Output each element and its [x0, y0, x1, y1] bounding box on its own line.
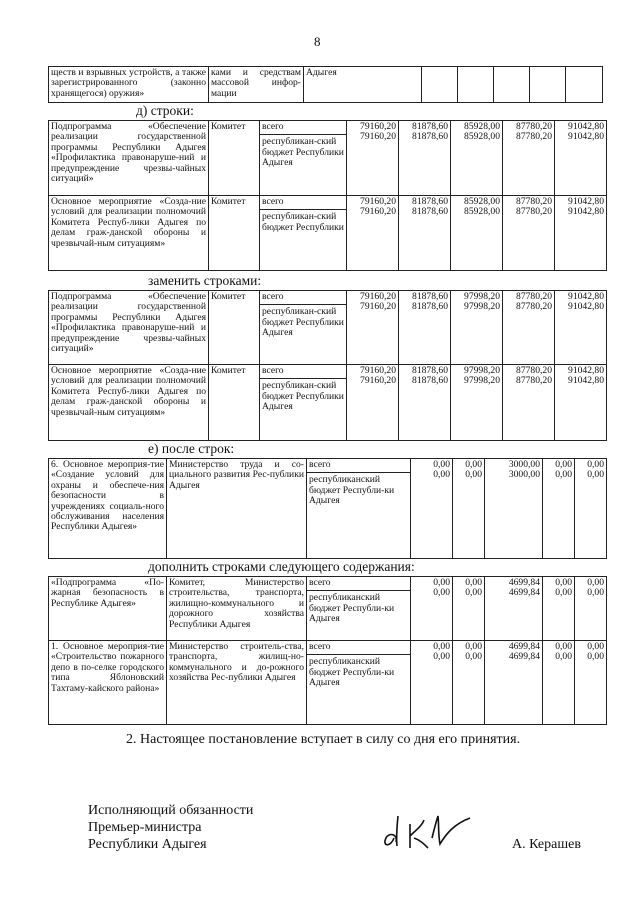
row-name: «Подпрограмма «По-жарная безопасность в Республике Адыгея» [49, 577, 167, 641]
fragment-col3: Адыгея [304, 67, 422, 103]
table-row: Подпрограмма «Обеспечение реализации государственной программы Республики Адыгея «Профилактика правонаруше-ний и предупреждение чрезвы-чайных ситуаций» Комитет всего республикан-ский бюджет Республики Адыгея 79160,20 79160,20 81878,60 81878,60 85928,00 85928,00 87780,20 87780,20 91042,80 91042,80 [49, 121, 607, 196]
row-source: всего республиканский бюджет Республи-ки Адыгея [307, 577, 411, 641]
row-executor: Министерство труда и со-циального развития Рес-публики Адыгея [167, 459, 307, 559]
signature-title-line2: Премьер-министра [88, 820, 202, 835]
signature-title-line1: Исполняющий обязанности [88, 803, 254, 818]
table-add [48, 576, 607, 725]
row-executor: Комитет [209, 121, 260, 196]
heading-e: е) после строк: [148, 441, 235, 456]
row-executor: Министерство строитель-ства, транспорта, жилищ-но-коммунального и до-рожного хозяйства Рес-публики Адыгея [167, 641, 307, 725]
table-row: Подпрограмма «Обеспечение реализации государственной программы Республики Адыгея «Профилактика правонаруше-ний и предупреждение чрезвы-чайных ситуаций» Комитет всего республикан-ский бюджет Республики Адыгея 79160,20 79160,20 81878,60 81878,60 97998,20 97998,20 87780,20 87780,20 91042,80 91042,80 [49, 291, 607, 365]
row-name: 1. Основное мероприя-тие «Строительство пожарного депо в по-селке городского типа Яблоновский Тахтаму-кайского района» [49, 641, 167, 725]
row-source: всего республиканский бюджет Республи-ки Адыгея [307, 459, 411, 559]
signature-block [88, 802, 253, 853]
row-name: Основное мероприятие «Созда-ние условий для реализации полномочий Комитета Респуб-лики Адыгея по делам граж-данской обороны и чрезвычай-ным ситуациям» [49, 196, 209, 271]
row-source: всего республикан-ский бюджет Республики Адыгея [260, 121, 347, 196]
row-name: Подпрограмма «Обеспечение реализации государственной программы Республики Адыгея «Профилактика правонаруше-ний и предупреждение чрезвы-чайных ситуаций» [49, 121, 209, 196]
table-row: «Подпрограмма «По-жарная безопасность в Республике Адыгея» Комитет, Министерство строительства, транспорта, жилищно-коммунального и дорожного хозяйства Республики Адыгея всего республиканский бюджет Республи-ки Адыгея 0,00 0,00 0,00 0,00 4699,84 4699,84 0,00 0,00 0,00 0,00 [49, 577, 607, 641]
row-source: всего республикан-ский бюджет Республики Адыгея [260, 291, 347, 365]
signatory-name: А. Керашев [512, 837, 581, 852]
row-source: всего республиканский бюджет Республи-ки Адыгея [307, 641, 411, 725]
row-source: всего республикан-ский бюджет Республики [260, 196, 347, 271]
table-replace [48, 290, 607, 441]
table-row: Основное мероприятие «Созда-ние условий для реализации полномочий Комитета Респуб-лики Адыгея по делам граж-данской обороны и чрезвычай-ным ситуациям» Комитет всего республикан-ский бюджет Республики Адыгея 79160,20 79160,20 81878,60 81878,60 97998,20 97998,20 87780,20 87780,20 91042,80 91042,80 [49, 365, 607, 441]
signature-title-line3: Республики Адыгея [88, 837, 207, 852]
row-name: Подпрограмма «Обеспечение реализации государственной программы Республики Адыгея «Профилактика правонаруше-ний и предупреждение чрезвы-чайных ситуаций» [49, 291, 209, 365]
row-name: 6. Основное мероприя-тие «Создание условий для охраны и обеспече-ния безопасности в учреждениях социаль-ного обслуживания населения Республики Адыгея» [49, 459, 167, 559]
page-number: 8 [314, 34, 321, 49]
table-top-fragment [48, 66, 603, 103]
table-row: Основное мероприятие «Созда-ние условий для реализации полномочий Комитета Респуб-лики Адыгея по делам граж-данской обороны и чрезвычай-ным ситуациям» Комитет всего республикан-ский бюджет Республики 79160,20 79160,20 81878,60 81878,60 85928,00 85928,00 87780,20 87780,20 91042,80 91042,80 [49, 196, 607, 271]
heading-add: дополнить строками следующего содержания: [148, 559, 415, 574]
heading-d: д) строки: [136, 103, 194, 118]
fragment-col2: ками и средствам массовой инфор-мации [209, 67, 304, 103]
row-executor: Комитет [209, 365, 260, 441]
row-name: Основное мероприятие «Созда-ние условий для реализации полномочий Комитета Респуб-лики Адыгея по делам граж-данской обороны и чрезвычай-ным ситуациям» [49, 365, 209, 441]
table-row: 1. Основное мероприя-тие «Строительство пожарного депо в по-селке городского типа Яблоновский Тахтаму-кайского района» Министерство строитель-ства, транспорта, жилищ-но-коммунального и до-рожного хозяйства Рес-публики Адыгея всего республиканский бюджет Республи-ки Адыгея 0,00 0,00 0,00 0,00 4699,84 4699,84 0,00 0,00 0,00 0,00 [49, 641, 607, 725]
row-executor: Комитет, Министерство строительства, транспорта, жилищно-коммунального и дорожного хозяйства Республики Адыгея [167, 577, 307, 641]
table-e [48, 458, 607, 559]
row-source: всего республикан-ский бюджет Республики Адыгея [260, 365, 347, 441]
heading-replace: заменить строками: [148, 273, 262, 288]
table-d [48, 120, 607, 271]
row-executor: Комитет [209, 196, 260, 271]
row-executor: Комитет [209, 291, 260, 365]
handwritten-signature [380, 808, 490, 854]
table-row: 6. Основное мероприя-тие «Создание условий для охраны и обеспече-ния безопасности в учреждениях социаль-ного обслуживания населения Республики Адыгея» Министерство труда и со-циального развития Рес-публики Адыгея всего республиканский бюджет Республи-ки Адыгея 0,00 0,00 0,00 0,00 3000,00 3000,00 0,00 0,00 0,00 0,00 [49, 459, 607, 559]
paragraph-2: 2. Настоящее постановление вступает в силу со дня его принятия. [126, 732, 521, 747]
fragment-col1: ществ и взрывных устройств, а также зарегистрированного (законно хранящегося) оружия» [49, 67, 209, 103]
